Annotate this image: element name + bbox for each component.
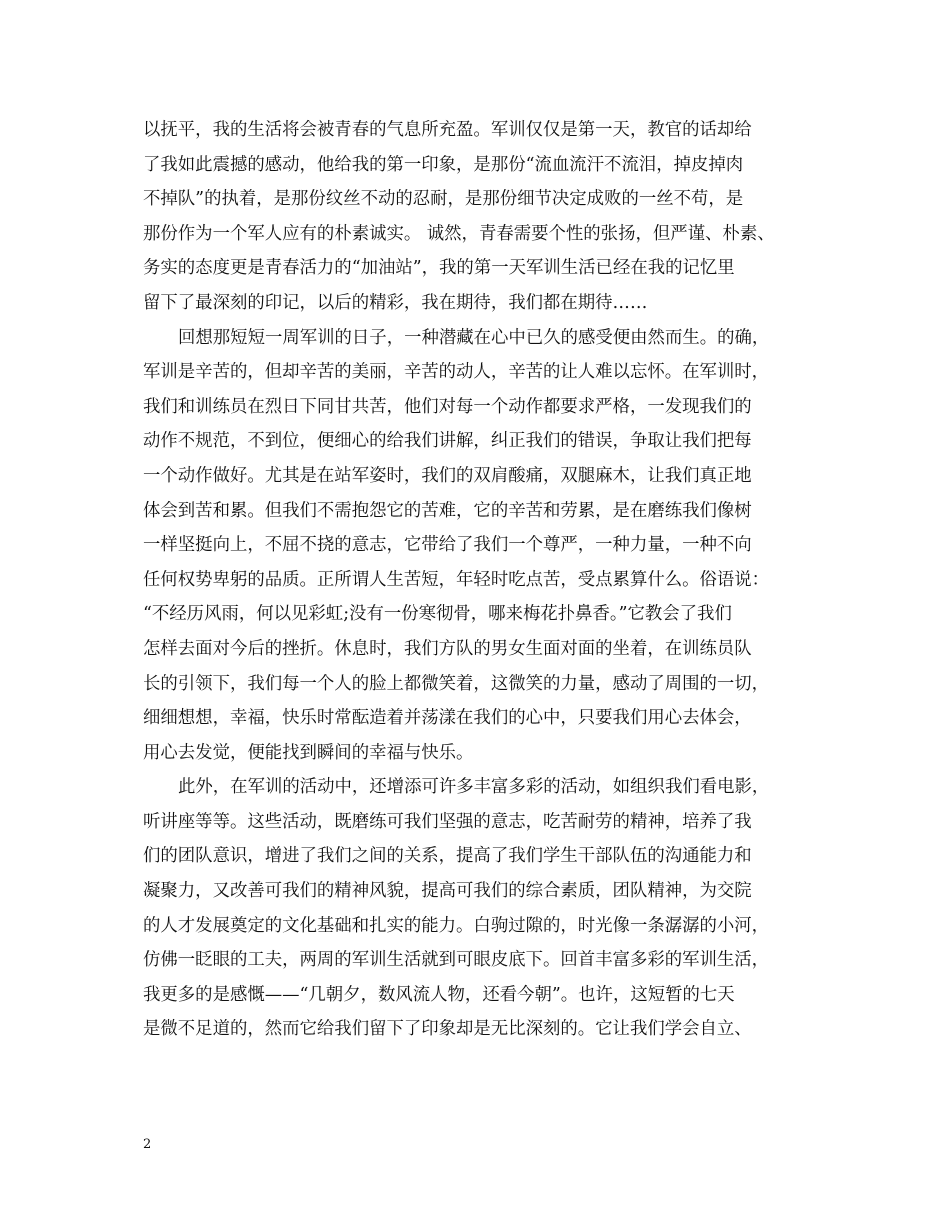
text-line: 们的团队意识，增进了我们之间的关系，提高了我们学生干部队伍的沟通能力和: [143, 846, 752, 867]
text-line: 我们和训练员在烈日下同甘共苦，他们对每一个动作都要求严格，一发现我们的: [143, 396, 752, 417]
paragraph: [143, 113, 823, 321]
text-line: 凝聚力，又改善可我们的精神风貌，提高可我们的综合素质，团队精神，为交院: [143, 881, 752, 902]
page-number: 2: [143, 1137, 152, 1152]
text-line: 动作不规范，不到位，便细心的给我们讲解，纠正我们的错误，争取让我们把每: [143, 431, 752, 452]
text-line: 细细想想，幸福，快乐时常酝造着并荡漾在我们的心中，只要我们用心去体会，: [143, 708, 752, 729]
text-line: 的人才发展奠定的文化基础和扎实的能力。白驹过隙的，时光像一条潺潺的小河，: [143, 915, 770, 936]
text-line: 怎样去面对今后的挫折。休息时，我们方队的男女生面对面的坐着，在训练员队: [143, 638, 752, 659]
text-line: 此外，在军训的活动中，还增添可许多丰富多彩的活动，如组织我们看电影，: [178, 777, 770, 798]
text-line: 一样坚挺向上，不屈不挠的意志，它带给了我们一个尊严，一种力量，一种不向: [143, 535, 752, 556]
text-line: 体会到苦和累。但我们不需抱怨它的苦难，它的辛苦和劳累，是在磨练我们像树: [143, 500, 752, 521]
text-line: 一个动作做好。尤其是在站军姿时，我们的双肩酸痛，双腿麻木，让我们真正地: [143, 465, 752, 486]
paragraph: [143, 770, 823, 1047]
text-line: 不掉队”的执着，是那份纹丝不动的忍耐，是那份细节决定成败的一丝不苟，是: [143, 189, 744, 210]
text-line: 任何权势卑躬的品质。正所谓人生苦短，年轻时吃点苦，受点累算什么。俗语说：: [143, 569, 770, 590]
text-line: “不经历风雨，何以见彩虹;没有一份寒彻骨，哪来梅花扑鼻香。”它教会了我们: [143, 604, 732, 625]
text-line: 是微不足道的，然而它给我们留下了印象却是无比深刻的。它让我们学会自立、: [143, 1019, 752, 1040]
text-line: 回想那短短一周军训的日子，一种潜藏在心中已久的感受便由然而生。的确，: [178, 327, 770, 348]
text-line: 了我如此震撼的感动，他给我的第一印象，是那份“流血流汗不流泪，掉皮掉肉: [143, 154, 744, 175]
text-line: 仿佛一眨眼的工夫，两周的军训生活就到可眼皮底下。回首丰富多彩的军训生活，: [143, 950, 770, 971]
text-line: 军训是辛苦的，但却辛苦的美丽，辛苦的动人，辛苦的让人难以忘怀。在军训时，: [143, 362, 770, 383]
paragraph: [143, 321, 823, 771]
text-line: 那份作为一个军人应有的朴素诚实。 诚然，青春需要个性的张扬，但严谨、朴素、: [143, 223, 775, 244]
text-line: 长的引领下，我们每一个人的脸上都微笑着，这微笑的力量，感动了周围的一切，: [143, 673, 770, 694]
document-body: [143, 113, 823, 1047]
text-line: 以抚平，我的生活将会被青春的气息所充盈。军训仅仅是第一天，教官的话却给: [143, 120, 752, 140]
text-line: 留下了最深刻的印记，以后的精彩，我在期待，我们都在期待……: [143, 292, 648, 313]
text-line: 务实的态度更是青春活力的“加油站”，我的第一天军训生活已经在我的记忆里: [143, 258, 735, 279]
text-line: 我更多的是感慨——“几朝夕，数风流人物，还看今朝”。也许，这短暂的七天: [143, 984, 735, 1005]
text-line: 用心去发觉，便能找到瞬间的幸福与快乐。: [143, 742, 474, 763]
text-line: 听讲座等等。这些活动，既磨练可我们坚强的意志，吃苦耐劳的精神，培养了我: [143, 811, 752, 832]
